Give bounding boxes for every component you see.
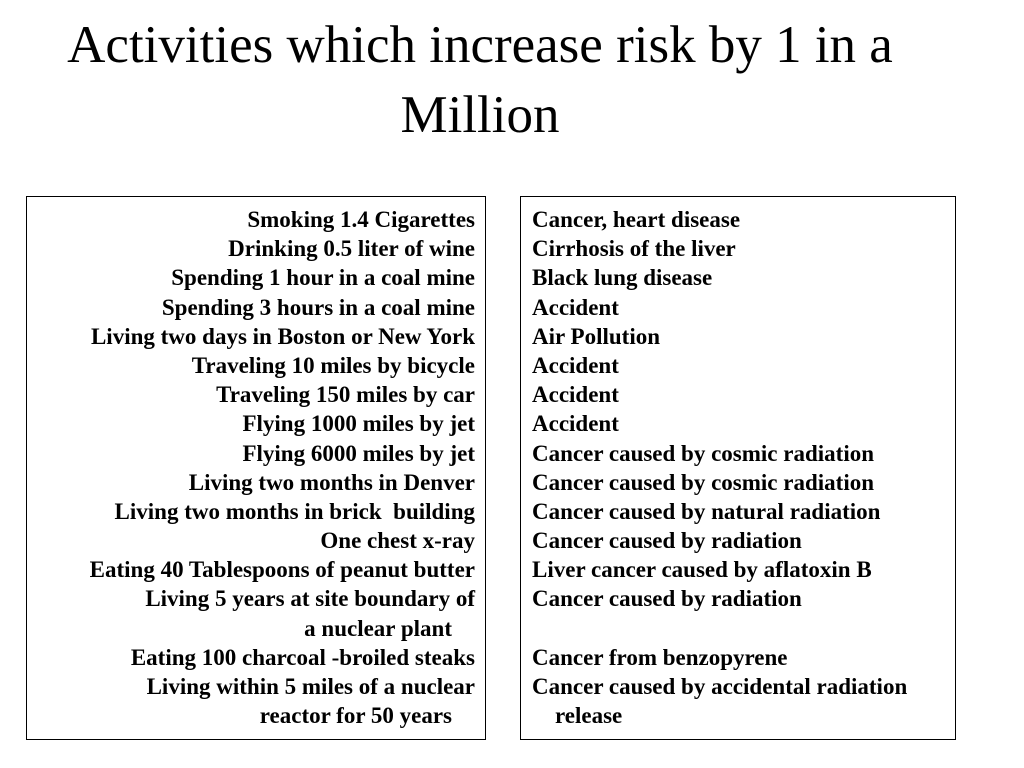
risk-item: Accident: [532, 382, 619, 408]
activity-item: Spending 3 hours in a coal mine: [161, 294, 475, 320]
risk-item: Cancer caused by radiation: [532, 586, 802, 612]
risk-item: Cirrhosis of the liver: [532, 236, 736, 262]
activity-item: Living 5 years at site boundary of: [145, 586, 475, 612]
activity-item: Living two months in Denver: [188, 469, 475, 495]
risk-item: Cancer caused by radiation: [532, 528, 802, 554]
risk-item: Air Pollution: [532, 323, 661, 349]
slide-title-line-1: Activities which increase risk by 1 in a: [67, 16, 893, 74]
activity-item: a nuclear plant: [304, 615, 475, 641]
activity-item: Eating 100 charcoal -broiled steaks: [130, 644, 475, 670]
activity-item: Living two months in brick building: [114, 498, 475, 524]
slide-title: [0, 10, 960, 150]
risk-item: Black lung disease: [532, 265, 713, 291]
risks-list: [532, 205, 955, 730]
activity-item: Flying 1000 miles by jet: [242, 411, 475, 437]
risk-item: release: [532, 703, 623, 729]
risk-item: Cancer caused by cosmic radiation: [532, 469, 875, 495]
risks-box: [520, 196, 956, 740]
activities-list: [27, 205, 475, 730]
activity-item: Traveling 150 miles by car: [216, 382, 475, 408]
activity-item: Smoking 1.4 Cigarettes: [247, 207, 475, 232]
slide-title-line-2: Million: [400, 86, 560, 144]
risk-item: Accident: [532, 352, 619, 378]
activity-item: reactor for 50 years: [259, 703, 475, 729]
risk-item: Cancer caused by cosmic radiation: [532, 440, 875, 466]
risk-item: [532, 614, 955, 643]
activity-item: Drinking 0.5 liter of wine: [228, 236, 475, 262]
activity-item: Flying 6000 miles by jet: [242, 440, 475, 466]
risk-item: Cancer from benzopyrene: [532, 644, 788, 670]
risk-item: Accident: [532, 294, 619, 320]
activity-item: Traveling 10 miles by bicycle: [191, 352, 475, 378]
risk-item: Cancer caused by accidental radiation: [532, 674, 908, 699]
activities-box: [26, 196, 486, 740]
risk-item: Liver cancer caused by aflatoxin B: [532, 557, 872, 583]
risk-item: Cancer, heart disease: [532, 207, 741, 232]
activity-item: Spending 1 hour in a coal mine: [171, 265, 475, 291]
activity-item: Living two days in Boston or New York: [90, 323, 475, 349]
risk-item: Cancer caused by natural radiation: [532, 498, 881, 524]
activity-item: Living within 5 miles of a nuclear: [146, 674, 475, 699]
activity-item: One chest x-ray: [320, 528, 475, 554]
activity-item: Eating 40 Tablespoons of peanut butter: [89, 557, 475, 583]
risk-item: Accident: [532, 411, 619, 437]
